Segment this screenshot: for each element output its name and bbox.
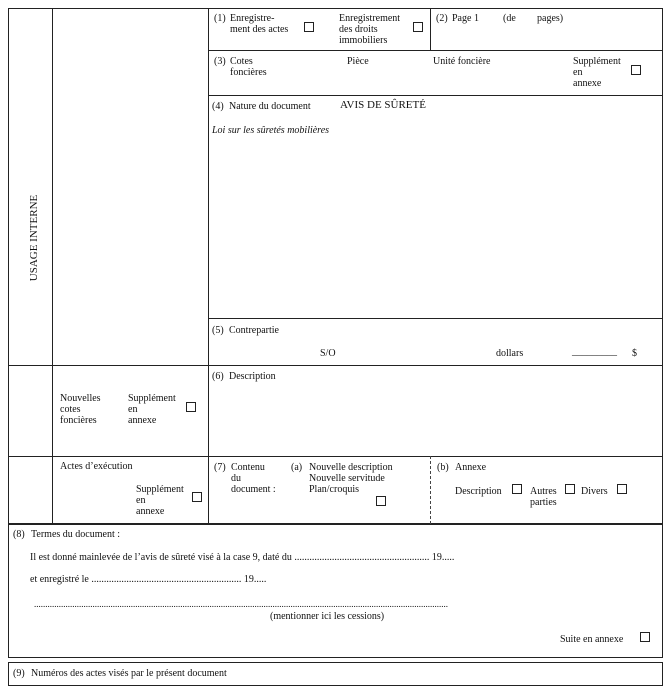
box-5-contrepartie-label: Contrepartie bbox=[229, 325, 279, 336]
box-6-number: (6) bbox=[212, 371, 224, 382]
grid-line bbox=[208, 50, 663, 51]
grid-line bbox=[8, 365, 208, 366]
box-8-suite-label: Suite en annexe bbox=[560, 634, 624, 645]
box-5-currency-symbol: $ bbox=[632, 348, 637, 359]
grid-line bbox=[52, 8, 53, 524]
nouvelles-cotes-foncieres-label: Nouvelles cotes foncières bbox=[60, 393, 101, 426]
box-7-plan-checkbox[interactable] bbox=[376, 496, 386, 506]
box-3-supplement-checkbox[interactable] bbox=[631, 65, 641, 75]
box-2-de-label: (de bbox=[503, 13, 516, 24]
box-8-number: (8) bbox=[13, 529, 25, 540]
grid-line bbox=[208, 318, 663, 319]
box-9-number: (9) bbox=[13, 668, 25, 679]
box-6-description-label: Description bbox=[229, 371, 276, 382]
grid-line bbox=[8, 456, 663, 457]
box-8-termes-label: Termes du document : bbox=[31, 529, 120, 540]
grid-line bbox=[430, 456, 431, 524]
box-8-line-3: ........................................................................................................................................................................................ bbox=[34, 599, 448, 609]
box-8-line-1: Il est donné mainlevée de l’avis de sûreté visé à la case 9, daté du ...................................................... 19..... bbox=[30, 552, 455, 563]
box-5-amount-blank[interactable]: _________ bbox=[572, 346, 617, 357]
grid-line bbox=[208, 365, 663, 366]
left-mid-supplement-label: Supplément en annexe bbox=[128, 393, 176, 426]
left-low-supplement-checkbox[interactable] bbox=[192, 492, 202, 502]
box-3-supplement-label: Supplément en annexe bbox=[573, 56, 621, 89]
box-7b-autres-checkbox[interactable] bbox=[565, 484, 575, 494]
box-4-nature-value: AVIS DE SÛRETÉ bbox=[340, 99, 426, 111]
box-1-enregistrement-actes-label: Enregistre- ment des actes bbox=[230, 13, 289, 35]
box-4-number: (4) bbox=[212, 101, 224, 112]
box-7-a-label: (a) bbox=[291, 462, 303, 473]
box-7-a-items: Nouvelle description Nouvelle servitude Plan/croquis bbox=[309, 462, 393, 495]
box-2-page-label: Page 1 bbox=[452, 13, 479, 24]
box-2-number: (2) bbox=[436, 13, 448, 24]
grid-line bbox=[208, 8, 209, 524]
box-5-value: S/O bbox=[320, 348, 336, 359]
box-8-line-2: et enregistré le ............................................................ 19..... bbox=[30, 574, 267, 585]
box-7-contenu-label: Contenu du document : bbox=[231, 462, 276, 495]
left-mid-supplement-checkbox[interactable] bbox=[186, 402, 196, 412]
box-7b-annexe-label: Annexe bbox=[455, 462, 487, 473]
box-9-label: Numéros des actes visés par le présent document bbox=[31, 668, 227, 679]
box-5-number: (5) bbox=[212, 325, 224, 336]
box-8-suite-checkbox[interactable] bbox=[640, 632, 650, 642]
box-2-pages-label: pages) bbox=[537, 13, 564, 24]
box-1-number: (1) bbox=[214, 13, 226, 24]
left-low-supplement-label: Supplément en annexe bbox=[136, 484, 184, 517]
form-outer-frame bbox=[8, 8, 663, 524]
box-4-law-text: Loi sur les sûretés mobilières bbox=[212, 125, 330, 136]
grid-line bbox=[208, 95, 663, 96]
usage-interne-label: USAGE INTERNE bbox=[28, 194, 40, 282]
box-7b-divers-checkbox[interactable] bbox=[617, 484, 627, 494]
box-7b-autres-parties-label: Autres parties bbox=[530, 486, 557, 508]
box-1-droits-immobiliers-label: Enregistrement des droits immobiliers bbox=[339, 13, 401, 46]
box-1-droits-checkbox[interactable] bbox=[413, 22, 423, 32]
box-4-nature-label: Nature du document bbox=[229, 101, 311, 112]
box-7b-divers-label: Divers bbox=[581, 486, 608, 497]
box-3-unite-fonciere-label: Unité foncière bbox=[433, 56, 491, 67]
box-3-cotes-foncieres-label: Cotes foncières bbox=[230, 56, 267, 78]
box-3-piece-label: Pièce bbox=[347, 56, 369, 67]
actes-execution-label: Actes d’exécution bbox=[60, 461, 133, 472]
box-7b-description-checkbox[interactable] bbox=[512, 484, 522, 494]
box-5-dollars-label: dollars bbox=[496, 348, 524, 359]
box-1-actes-checkbox[interactable] bbox=[304, 22, 314, 32]
box-7b-description-label: Description bbox=[455, 486, 502, 497]
grid-line bbox=[430, 8, 431, 50]
box-3-number: (3) bbox=[214, 56, 226, 67]
box-8-note: (mentionner ici les cessions) bbox=[270, 611, 385, 622]
box-7b-letter: (b) bbox=[437, 462, 449, 473]
box-7-number: (7) bbox=[214, 462, 226, 473]
